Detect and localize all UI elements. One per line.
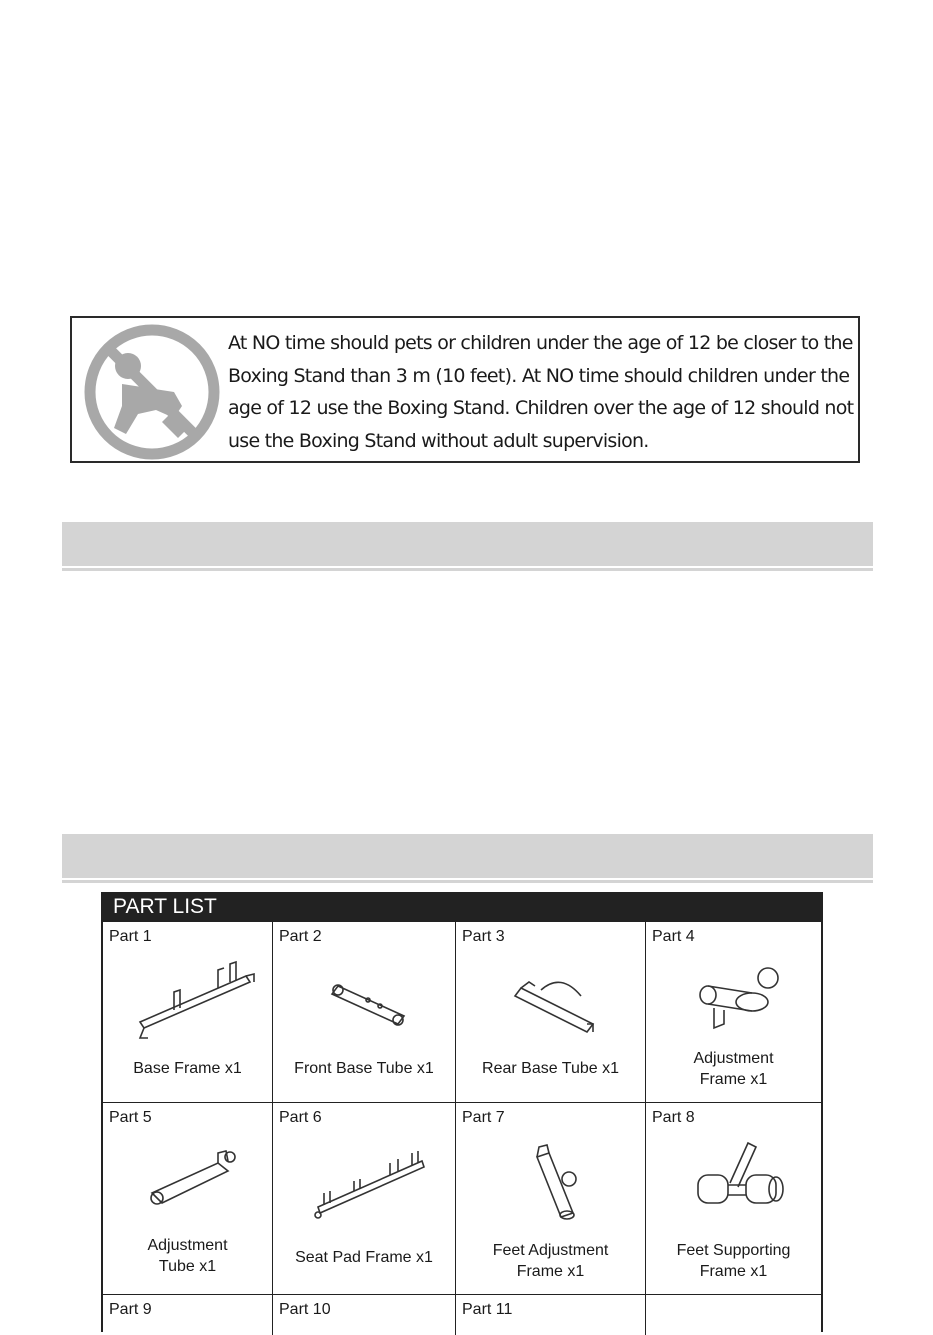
section-divider bbox=[62, 880, 873, 883]
part-cell bbox=[103, 1103, 273, 1295]
front-base-tube-illustration bbox=[273, 952, 455, 1052]
base-frame-illustration bbox=[103, 952, 272, 1052]
part-label: Part 8 bbox=[652, 1109, 695, 1126]
part-label: Part 3 bbox=[462, 928, 505, 945]
warning-box bbox=[70, 316, 860, 463]
part-cell bbox=[456, 922, 646, 1103]
section-header-bar bbox=[62, 522, 873, 566]
section-divider bbox=[62, 568, 873, 571]
adjustment-frame-illustration bbox=[646, 952, 821, 1052]
part-cell bbox=[273, 922, 456, 1103]
part-list-title: PART LIST bbox=[103, 892, 821, 922]
part-cell bbox=[103, 1295, 273, 1335]
part-name: Adjustment Tube x1 bbox=[147, 1237, 228, 1275]
part-label: Part 10 bbox=[279, 1301, 331, 1318]
part-cell bbox=[273, 1103, 456, 1295]
part-cell bbox=[646, 1103, 821, 1295]
part-cell bbox=[103, 922, 273, 1103]
part-cell bbox=[273, 1295, 456, 1335]
no-children-icon bbox=[82, 322, 222, 462]
part-name: Front Base Tube x1 bbox=[294, 1060, 434, 1077]
seat-pad-frame-illustration bbox=[273, 1133, 455, 1233]
part-name: Rear Base Tube x1 bbox=[482, 1060, 619, 1077]
warning-text: At NO time should pets or children under the age of 12 be closer to the Boxing Stand than 3 m (10 feet). At NO time should children under the age of 12 use the Boxing Stand. Children over the age of 12 should not use the Boxing Stand without adult supervision. bbox=[228, 332, 854, 452]
part-label: Part 9 bbox=[109, 1301, 152, 1318]
part-name: Base Frame x1 bbox=[133, 1060, 242, 1077]
part-name: Adjustment Frame x1 bbox=[693, 1050, 774, 1088]
part-name: Feet Adjustment Frame x1 bbox=[492, 1242, 609, 1280]
rear-base-tube-illustration bbox=[456, 952, 645, 1052]
part-cell bbox=[646, 922, 821, 1103]
adjustment-tube-illustration bbox=[103, 1133, 272, 1233]
part-label: Part 5 bbox=[109, 1109, 152, 1126]
part-cell bbox=[456, 1295, 646, 1335]
part-name: Seat Pad Frame x1 bbox=[295, 1249, 433, 1266]
part-cell bbox=[456, 1103, 646, 1295]
part-list-table bbox=[101, 892, 823, 1332]
part-label: Part 4 bbox=[652, 928, 695, 945]
part-label: Part 1 bbox=[109, 928, 152, 945]
part-cell bbox=[646, 1295, 821, 1335]
part-label: Part 2 bbox=[279, 928, 322, 945]
part-label: Part 11 bbox=[462, 1301, 513, 1318]
part-label: Part 7 bbox=[462, 1109, 505, 1126]
feet-supporting-frame-illustration bbox=[646, 1133, 821, 1233]
part-label: Part 6 bbox=[279, 1109, 322, 1126]
part-name: Feet Supporting Frame x1 bbox=[676, 1242, 791, 1280]
section-header-bar bbox=[62, 834, 873, 878]
feet-adjustment-frame-illustration bbox=[456, 1133, 645, 1233]
